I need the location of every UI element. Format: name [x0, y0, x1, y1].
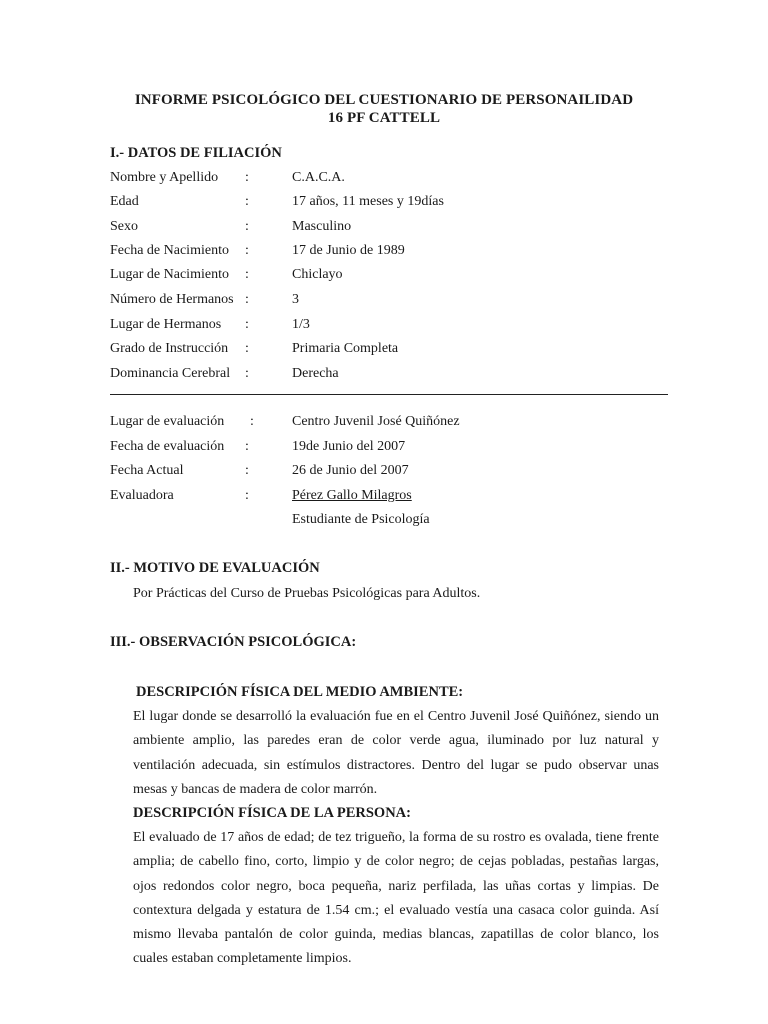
report-title-line2: 16 PF CATTELL [327, 110, 441, 126]
row-colon: : [245, 243, 249, 258]
row-colon: : [245, 341, 249, 356]
row-label: Lugar de Hermanos [110, 317, 222, 332]
row-colon: : [250, 414, 254, 429]
section3-heading: III.- OBSERVACIÓN PSICOLÓGICA: [110, 634, 357, 650]
row-label: Edad [110, 194, 139, 209]
row-colon: : [245, 267, 249, 282]
row-value: 1/3 [292, 317, 310, 332]
person-paragraph: El evaluado de 17 años de edad; de tez trigueño, la forma de su rostro es ovalada, tiene frente amplia; de cabello fino, corto, limpio y de color negro; de cejas pobladas, pestañas largas, ojos redondos color negro, boca pequeña, nariz perfilada, las uñas cortas y limpias. De contextura delgada y estatura de 1.54 cm.; el evaluado vestía una casaca color guinda. Así mismo llevaba pantalón de color guinda, medias blancas, zapatillas de color blanco, los cuales estaban completamente limpios. [133, 830, 659, 967]
row-value: Primaria Completa [292, 341, 399, 356]
row-value: Centro Juvenil José Quiñónez [292, 414, 460, 429]
row-label: Fecha Actual [110, 463, 184, 478]
row-value: 3 [292, 292, 299, 307]
report-title-line1: INFORME PSICOLÓGICO DEL CUESTIONARIO DE PERSONAILIDAD [134, 92, 634, 108]
person-subheading: DESCRIPCIÓN FÍSICA DE LA PERSONA: [133, 805, 411, 821]
row-value: C.A.C.A. [292, 170, 345, 185]
row-label: Fecha de evaluación [110, 439, 225, 454]
row-label: Evaluadora [110, 488, 174, 503]
row-label: Nombre y Apellido [110, 170, 219, 185]
row-value: 26 de Junio del 2007 [292, 463, 409, 478]
row-label: Sexo [110, 219, 138, 234]
evaluator-role: Estudiante de Psicología [292, 512, 430, 527]
row-colon: : [245, 292, 249, 307]
row-value: Chiclayo [292, 267, 343, 282]
horizontal-divider [110, 394, 668, 395]
environment-paragraph: El lugar donde se desarrolló la evaluación fue en el Centro Juvenil José Quiñónez, siendo un ambiente amplio, las paredes eran de color verde agua, iluminado por luz natural y ventilación adecuada, sin estímulos distractores. Dentro del lugar se pudo observar unas mesas y bancas de madera de color marrón. [133, 709, 659, 797]
section1-heading: I.- DATOS DE FILIACIÓN [110, 145, 282, 161]
row-colon: : [245, 170, 249, 185]
row-value: 17 de Junio de 1989 [292, 243, 405, 258]
row-colon: : [245, 439, 249, 454]
row-label: Lugar de evaluación [110, 414, 225, 429]
row-value: Masculino [292, 219, 352, 234]
environment-subheading: DESCRIPCIÓN FÍSICA DEL MEDIO AMBIENTE: [136, 684, 464, 700]
evaluator-name: Pérez Gallo Milagros [292, 488, 412, 503]
section2-heading: II.- MOTIVO DE EVALUACIÓN [110, 560, 320, 576]
row-colon: : [245, 219, 249, 234]
row-value: 17 años, 11 meses y 19días [292, 194, 444, 209]
row-label: Número de Hermanos [110, 292, 234, 307]
row-colon: : [245, 463, 249, 478]
row-colon: : [245, 366, 249, 381]
row-label: Fecha de Nacimiento [110, 243, 229, 258]
row-colon: : [245, 317, 249, 332]
row-label: Grado de Instrucción [110, 341, 229, 356]
row-value: 19de Junio del 2007 [292, 439, 406, 454]
row-label: Dominancia Cerebral [110, 366, 231, 381]
row-colon: : [245, 194, 249, 209]
row-value: Derecha [292, 366, 339, 381]
row-label: Lugar de Nacimiento [110, 267, 229, 282]
row-colon: : [245, 488, 249, 503]
section2-text: Por Prácticas del Curso de Pruebas Psicológicas para Adultos. [133, 586, 481, 601]
